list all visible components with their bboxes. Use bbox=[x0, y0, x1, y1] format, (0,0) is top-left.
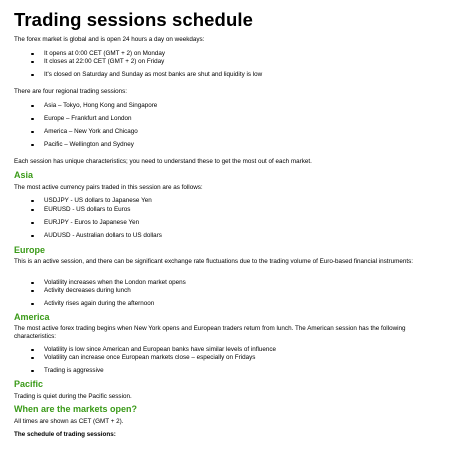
list-item: EURUSD - US dollars to Euros bbox=[44, 206, 130, 214]
section-heading-asia: Asia bbox=[14, 170, 34, 180]
list-item: Trading is aggressive bbox=[44, 367, 104, 375]
europe-paragraph: This is an active session, and there can be significant exchange rate fluctuations due to the trading volume of Euro-based financial instruments: bbox=[14, 258, 414, 265]
times-note: All times are shown as CET (GMT + 2). bbox=[14, 418, 124, 425]
intro-paragraph: The forex market is global and is open 24 hours a day on weekdays: bbox=[14, 36, 205, 43]
page-title: Trading sessions schedule bbox=[14, 9, 253, 30]
regions-intro: There are four regional trading sessions: bbox=[14, 88, 128, 95]
america-paragraph: The most active forex trading begins when New York opens and European traders return from lunch. The American session has the following characteristics: bbox=[14, 325, 406, 340]
section-heading-america: America bbox=[14, 312, 50, 322]
schedule-label: The schedule of trading sessions: bbox=[14, 431, 116, 438]
list-item: Europe – Frankfurt and London bbox=[44, 115, 132, 123]
list-item: Activity rises again during the afternoon bbox=[44, 300, 154, 308]
bullet-icon bbox=[31, 209, 34, 212]
bullet-icon bbox=[31, 290, 34, 293]
bullet-icon bbox=[31, 222, 34, 225]
bullet-icon bbox=[31, 200, 34, 203]
section-heading-pacific: Pacific bbox=[14, 379, 44, 389]
bullet-icon bbox=[31, 74, 34, 77]
section-heading-europe: Europe bbox=[14, 245, 46, 255]
list-item: It's closed on Saturday and Sunday as most banks are shut and liquidity is low bbox=[44, 71, 262, 79]
bullet-icon bbox=[31, 131, 34, 134]
list-item: It opens at 0:00 CET (GMT + 2) on Monday bbox=[44, 50, 165, 58]
bullet-icon bbox=[31, 282, 34, 285]
section-heading-when: When are the markets open? bbox=[14, 404, 138, 414]
list-item: It closes at 22:00 CET (GMT + 2) on Friday bbox=[44, 58, 164, 66]
list-item: EURJPY - Euros to Japanese Yen bbox=[44, 219, 139, 227]
unique-paragraph: Each session has unique characteristics; you need to understand these to get the most out of each market. bbox=[14, 158, 312, 165]
list-item: Activity decreases during lunch bbox=[44, 287, 131, 295]
list-item: Asia – Tokyo, Hong Kong and Singapore bbox=[44, 102, 157, 110]
bullet-icon bbox=[31, 144, 34, 147]
bullet-icon bbox=[31, 370, 34, 373]
bullet-icon bbox=[31, 118, 34, 121]
list-item: Pacific – Wellington and Sydney bbox=[44, 141, 134, 149]
list-item: USDJPY - US dollars to Japanese Yen bbox=[44, 197, 152, 205]
bullet-icon bbox=[31, 235, 34, 238]
list-item: America – New York and Chicago bbox=[44, 128, 138, 136]
bullet-icon bbox=[31, 61, 34, 64]
bullet-icon bbox=[31, 357, 34, 360]
list-item: Volatility can increase once European markets close – especially on Fridays bbox=[44, 354, 255, 362]
asia-paragraph: The most active currency pairs traded in this session are as follows: bbox=[14, 184, 203, 191]
list-item: Volatility is low since American and European banks have similar levels of influence bbox=[44, 346, 276, 354]
bullet-icon bbox=[31, 105, 34, 108]
bullet-icon bbox=[31, 303, 34, 306]
pacific-paragraph: Trading is quiet during the Pacific session. bbox=[14, 393, 132, 400]
list-item: AUDUSD - Australian dollars to US dollars bbox=[44, 232, 162, 240]
bullet-icon bbox=[31, 53, 34, 56]
bullet-icon bbox=[31, 349, 34, 352]
list-item: Volatility increases when the London market opens bbox=[44, 279, 186, 287]
